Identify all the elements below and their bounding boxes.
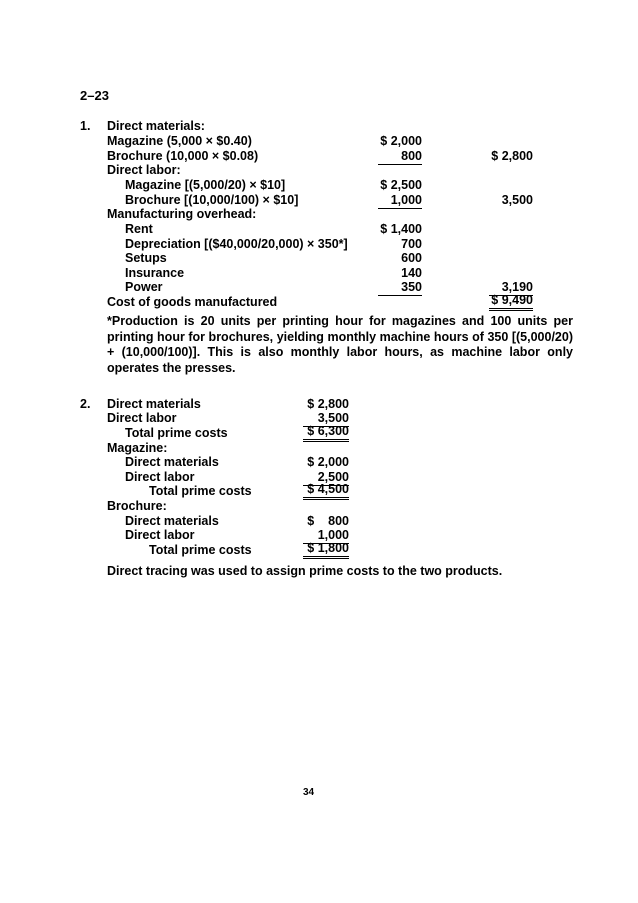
brochure-dl-amount: 1,000 [303,528,349,544]
part2-number: 2. [80,397,91,411]
footnote: *Production is 20 units per printing hour for magazines and 100 units per printing hour for brochures, yielding monthly machine hours of 350 [(5,000/20) + (10,000/100)]. This is also monthly labor hours, as machine labor only operates the presses. [107,314,573,375]
brochure-dl-label: Direct labor [125,528,195,542]
direct-materials-total: $ 2,800 [491,149,533,163]
insurance-amount: 140 [401,266,422,280]
brochure-dm-amount: $ 800 [307,514,349,528]
power-label: Power [125,280,163,294]
magazine-materials-amount: $ 2,000 [380,134,422,148]
p2-direct-labor-amount: 3,500 [303,411,349,427]
brochure-materials-amount: 800 [378,149,422,165]
p2-total-prime-costs-amount: $ 6,300 [303,424,349,442]
direct-labor-heading: Direct labor: [107,163,181,177]
magazine-materials-label: Magazine (5,000 × $0.40) [107,134,252,148]
magazine-labor-amount: $ 2,500 [380,178,422,192]
magazine-tpc-label: Total prime costs [149,484,252,498]
depreciation-label: Depreciation [($40,000/20,000) × 350*] [125,237,348,251]
p2-direct-labor-label: Direct labor [107,411,177,425]
brochure-tpc-amount: $ 1,800 [303,541,349,559]
brochure-tpc-label: Total prime costs [149,543,252,557]
setups-label: Setups [125,251,167,265]
magazine-dm-label: Direct materials [125,455,219,469]
insurance-label: Insurance [125,266,185,280]
part1-number: 1. [80,119,91,133]
overhead-total: 3,190 [489,280,533,296]
conclusion-text: Direct tracing was used to assign prime costs to the two products. [107,564,503,578]
direct-materials-heading: Direct materials: [107,119,205,133]
depreciation-amount: 700 [401,237,422,251]
brochure-labor-amount: 1,000 [378,193,422,209]
magazine-labor-label: Magazine [(5,000/20) × $10] [125,178,286,192]
power-amount: 350 [378,280,422,296]
cogm-total: $ 9,490 [489,293,533,311]
magazine-tpc-amount: $ 4,500 [303,482,349,500]
page-number: 34 [303,787,315,798]
p2-total-prime-costs-label: Total prime costs [125,426,228,440]
brochure-materials-label: Brochure (10,000 × $0.08) [107,149,259,163]
manufacturing-overhead-heading: Manufacturing overhead: [107,207,257,221]
p2-direct-materials-amount: $ 2,800 [307,397,349,411]
brochure-labor-label: Brochure [(10,000/100) × $10] [125,193,299,207]
magazine-heading: Magazine: [107,441,168,455]
magazine-dl-amount: 2,500 [303,470,349,486]
brochure-dm-label: Direct materials [125,514,219,528]
brochure-heading: Brochure: [107,499,167,513]
cogm-label: Cost of goods manufactured [107,295,278,309]
direct-labor-total: 3,500 [501,193,533,207]
rent-label: Rent [125,222,153,236]
magazine-dl-label: Direct labor [125,470,195,484]
section-heading: 2–23 [80,88,109,103]
rent-amount: $ 1,400 [380,222,422,236]
p2-direct-materials-label: Direct materials [107,397,201,411]
setups-amount: 600 [401,251,422,265]
magazine-dm-amount: $ 2,000 [307,455,349,469]
